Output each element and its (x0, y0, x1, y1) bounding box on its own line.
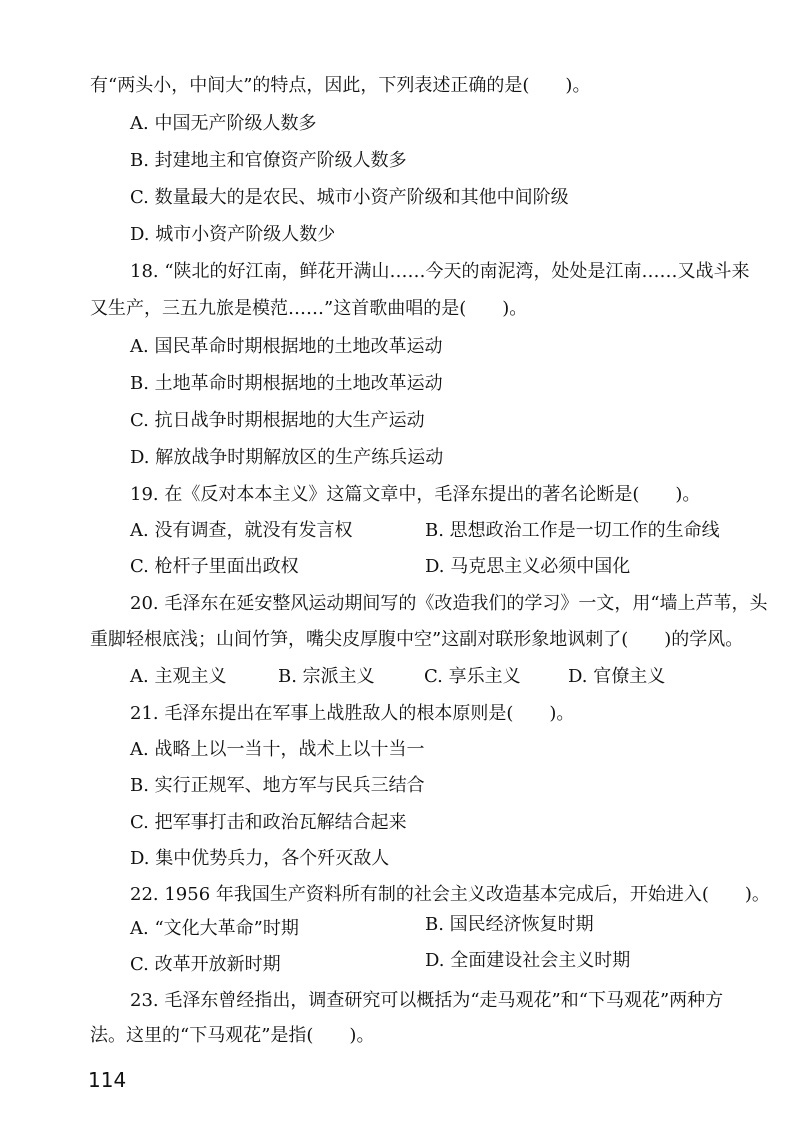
q18-option-a: A. 国民革命时期根据地的土地改革运动 (130, 336, 443, 357)
q17-option-b: B. 封建地主和官僚资产阶级人数多 (130, 150, 407, 171)
q19-stem: 19. 在《反对本本主义》这篇文章中，毛泽东提出的著名论断是( )。 (130, 484, 701, 505)
q19-option-b: B. 思想政治工作是一切工作的生命线 (425, 520, 720, 541)
q19-option-d: D. 马克思主义必须中国化 (425, 556, 631, 577)
q21-option-c: C. 把军事打击和政治瓦解结合起来 (130, 812, 407, 833)
q18-option-d: D. 解放战争时期解放区的生产练兵运动 (130, 447, 444, 468)
q20-option-c: C. 享乐主义 (424, 666, 521, 687)
q22-option-a: A. “文化大革命”时期 (130, 918, 299, 939)
q21-option-a: A. 战略上以一当十，战术上以十当一 (130, 739, 425, 760)
q17-option-a: A. 中国无产阶级人数多 (130, 113, 317, 134)
q20-stem-line2: 重脚轻根底浅；山间竹笋，嘴尖皮厚腹中空”这副对联形象地讽刺了( )的学风。 (90, 629, 744, 650)
q22-stem: 22. 1956 年我国生产资料所有制的社会主义改造基本完成后，开始进入( )。 (130, 884, 770, 905)
page-number: 114 (88, 1068, 127, 1092)
q23-stem-line1: 23. 毛泽东曾经指出，调查研究可以概括为“走马观花”和“下马观花”两种方 (130, 990, 724, 1011)
q21-option-d: D. 集中优势兵力，各个歼灭敌人 (130, 848, 390, 869)
q23-stem-line2: 法。这里的“下马观花”是指( )。 (90, 1025, 375, 1046)
q20-option-d: D. 官僚主义 (568, 666, 666, 687)
q19-option-c: C. 枪杆子里面出政权 (130, 556, 299, 577)
q20-stem-line1: 20. 毛泽东在延安整风运动期间写的《改造我们的学习》一文，用“墙上芦苇，头 (130, 593, 768, 614)
q22-option-d: D. 全面建设社会主义时期 (425, 950, 631, 971)
q22-option-c: C. 改革开放新时期 (130, 954, 281, 975)
q18-stem-line1: 18. “陕北的好江南，鲜花开满山……今天的南泥湾，处处是江南……又战斗来 (130, 261, 750, 282)
q18-option-c: C. 抗日战争时期根据地的大生产运动 (130, 410, 425, 431)
q21-stem: 21. 毛泽东提出在军事上战胜敌人的根本原则是( )。 (130, 703, 575, 724)
q19-option-a: A. 没有调查，就没有发言权 (130, 520, 353, 541)
q17-option-d: D. 城市小资产阶级人数少 (130, 224, 336, 245)
q18-stem-line2: 又生产，三五九旅是模范……”这首歌曲唱的是( )。 (90, 298, 528, 319)
q18-option-b: B. 土地革命时期根据地的土地改革运动 (130, 373, 443, 394)
q17-stem-continuation: 有“两头小，中间大”的特点，因此，下列表述正确的是( )。 (90, 75, 591, 96)
q20-option-b: B. 宗派主义 (278, 666, 375, 687)
q21-option-b: B. 实行正规军、地方军与民兵三结合 (130, 775, 425, 796)
q17-option-c: C. 数量最大的是农民、城市小资产阶级和其他中间阶级 (130, 187, 569, 208)
q22-option-b: B. 国民经济恢复时期 (425, 914, 594, 935)
q20-option-a: A. 主观主义 (130, 666, 227, 687)
